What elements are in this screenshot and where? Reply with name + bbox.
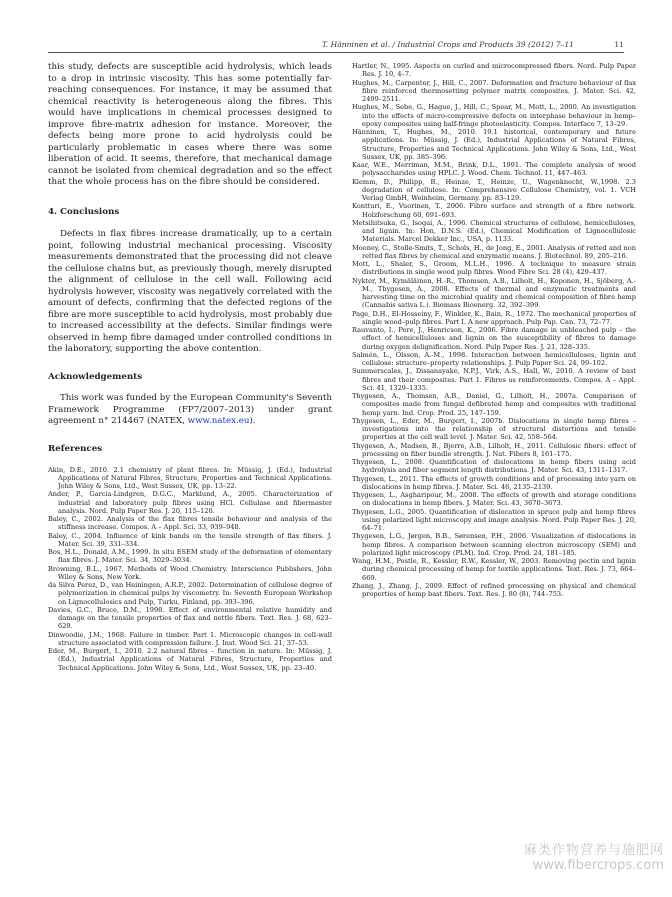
reference-item: Dinwoodie, J.M., 1968. Failure in timber. Part 1. Microscopic changes in cell-wall structure associated with compression failure. J. Inst. Wood Sci. 21, 37–53. (48, 630, 332, 647)
running-header (48, 40, 624, 53)
conclusions-paragraph: Defects in flax fibres increase dramatically, up to a certain point, following industrial mechanical processing. Viscosity measurements demonstrated that the processing did not cleave the cellulose chains but, as previously though, merely disrupted the alignment of cellulose in the cell wall. Following acid hydrolysis however, viscosity was negatively correlated with the amount of defects, confirming that the defected regions of the fibre are more susceptible to acid hydrolysis, most probably due to increased accessibility at the defects. Similar findings were observed in hemp fibre damaged under controlled conditions in the laboratory, supporting the above contention. (48, 229, 332, 355)
reference-item: Davies, G.C., Bruce, D.M., 1998. Effect of environmental relative humidity and damage on the tensile properties of flax and nettle fibers. Text. Res. J. 68, 623–629. (48, 605, 332, 631)
reference-item: Ander, P., Garcia-Lindgren, D.G.C., Marklund, A., 2005. Characterization of industrial and laboratory pulp fibres using HCl. Cellulase and fibermaster analysis. Nord. Pulp Paper Res. J. 20, 115–120. (48, 490, 332, 515)
reference-item: da Silva Perez, D., van Heiningen, A.R.P., 2002. Determination of cellulose degree of polymerization in chemical pulps by viscometry. In: Seventh European Workshop on Lignocellulosics and Pulp, Turku, Finland, pp. 393–396. (48, 581, 332, 606)
reference-item: Thygesen, L., 2008. Quantification of dislocations in hemp fibers using acid hydrolysis and fiber segment length distributions. J. Mater. Sci. 43, 1311–1317. (352, 458, 636, 475)
acknowledgements-heading: Acknowledgements (48, 372, 143, 383)
site-watermark (524, 839, 664, 873)
reference-item: Akin, D.E., 2010. 2.1 chemistry of plant fibres. In: Müssig, J. (Ed.), Industrial Applications of Natural Fibres, Structure, Properties and Technical Applications. John Wiley & Sons, Ltd., West Sussex, UK, pp. 13–22. (48, 465, 332, 491)
reference-item: Zhang, J., Zhang, J., 2009. Effect of refined processing on physical and chemical properties of hemp bast fibers. Text. Res. J. 80 (8), 744–753. (352, 581, 636, 598)
reference-item: Eder, M., Burgert, I., 2010. 2.2 natural fibres – function in nature. In: Müssig, J. (Ed.), Industrial Applications of Natural Fibres, Structure, Properties and Technical Applications. John Wiley & Sons, Ltd., West Sussex, UK, pp. 23–40. (48, 647, 332, 672)
reference-item: Baley, C., 2004. Influence of kink bands on the tensile strength of flax fibers. J. Mater. Sci. 39, 331–334. (48, 531, 332, 548)
reference-item: Bos, H.L., Donald, A.M., 1999. In situ ESEM study of the deformation of elementary flax fibres. J. Mater. Sci. 34, 3029–3034. (48, 548, 332, 565)
reference-item: Metsihitsuka, G., Isogai, A., 1996. Chemical structures of cellulose, hemicelluloses, and lignin. In: Hon, D.N.S. (Ed.), Chemical Modification of Lignocellulosic Materials. Marcel Dekker Inc., USA, p. 1133. (352, 218, 636, 244)
reference-item: Page, D.H., El-Hosseiny, F., Winkler, K., Bain, R., 1972. The mechanical properties of single wood–pulp fibres. Part I. A new approach. Pulp Pap. Can. 73, 72–77. (352, 309, 636, 326)
references-list-right (352, 62, 636, 598)
conclusions-heading: 4. Conclusions (48, 207, 120, 218)
reference-item: Kontturi, E., Vuorinen, T., 2006. Fibre surface and strength of a fibre network. Holzforschung 60, 691–693. (352, 202, 636, 219)
reference-item: Thygesen, L., Eder, M., Burgert, I., 2007b. Dislocations in single hemp fibres – investigations into the relationship of structural distortions and tensile properties at the cell wall level. J. Mater. Sci. 42, 558–564. (352, 416, 636, 442)
watermark-chinese: 麻类作物营养与施肥网 (523, 843, 664, 858)
page-number: 11 (614, 40, 624, 49)
references-heading: References (48, 443, 103, 454)
watermark-url: www.fibercrops.com (532, 858, 664, 873)
reference-item: Salmén, L., Olsson, A.-M., 1998. Interaction between hemicelluloses, lignin and cellulose: structure–property relationships. J. Pulp Paper Sci. 24, 99–102. (352, 350, 636, 367)
reference-item: Summerscales, J., Dissanayake, N.P.J., Virk, A.S., Hall, W., 2010. A review of bast fibres and their composites. Part 1. Fibres as reinforcements. Compos. A – Appl. Sci. 41, 1329–1335. (352, 367, 636, 392)
reference-item: Hänninen, T., Hughes, M., 2010. 19.1 historical, contemporary and future applications. In: Müssig, J. (Ed.), Industrial Applications of Natural Fibres, Structure, Properties and Technical Applications. John Wiley & Sons, Ltd., West Sussex, UK, pp. 385–396. (352, 128, 636, 161)
reference-item: Nykter, M., Kymäläinen, H.-R., Thomsen, A.B., Lilholt, H., Koponen, H., Sjöberg, A.-M., Thygesen, A., 2008. Effects of thermal and enzymatic treatments and harvesting time on the microbial quality and chemical composition of fibre hemp (Cannabis sativa L.). Biomass Bioenerg. 32, 392–399. (352, 276, 636, 310)
journal-citation: T. Hänninen et al. / Industrial Crops and Products 39 (2012) 7–11 (321, 40, 574, 49)
reference-item: Thygesen, L.G., Jørgen, B.B., Sørensen, P.H., 2006. Visualization of dislocations in hemp fibres. A comparison between scanning electron microscopy (SEM) and polarized light microscopy (PLM). Ind. Crop. Prod. 24, 181–185. (352, 532, 636, 557)
intro-paragraph: this study, defects are susceptible acid hydrolysis, which leads to a drop in intrinsic viscosity. This has some potentially far-reaching consequences. For instance, it may be assumed that chemical reactivity is heterogeneous along the fibres. This would have implications in chemical processes designed to improve fibre-matrix adhesion for instance. Moreover, the defects being more prone to acid hydrolysis could be particularly problematic in cases where there was some liberation of acid. It seems, therefore, that mechanical damage cannot be isolated from chemical degradation and so the effect that the whole process has on the fibre should be considered. (48, 62, 332, 188)
reference-item: Thygesen, L., Asgharipour, M., 2008. The effects of growth and storage conditions on dislocations in hemp fibers. J. Mater. Sci. 43, 3670–3673. (352, 491, 636, 508)
left-column (48, 62, 332, 672)
reference-item: Rauvanto, I., Pere, J., Henricson, K., 2006. Fibre damage in unbleached pulp – the effect of hemicelluloses and lignin on the susceptibility of fibres to damage during oxygen delignification. Nord. Pulp Paper Res. J. 21, 328–335. (352, 326, 636, 351)
reference-item: Mott, L., Shaler, S., Groom, M.L.H., 1996. A technique to measure strain distributions in single wood pulp fibres. Wood Fibre Sci. 28 (4), 429–437. (352, 260, 636, 277)
reference-item: Thygesen, A., Thomsen, A.B., Daniel, G., Lilholt, H., 2007a. Comparison of composites made from fungal defibrated hemp and composites with traditional hemp yarn. Ind. Crop. Prod. 25, 147–159. (352, 392, 636, 417)
acknowledgements-paragraph (48, 393, 332, 428)
reference-item: Thygesen, A., Madsen, B., Bjerre, A.B., Lilholt, H., 2011. Cellulosic fibers: effect of processing on fiber bundle strength. J. Nat. Fibers 8, 161–175. (352, 441, 636, 458)
reference-item: Baley, C., 2002. Analysis of the flax fibres tensile behaviour and analysis of the stiffness increase. Compos. A – Appl. Sci. 33, 939–948. (48, 515, 332, 532)
reference-item: Kaar, W.E., Merriman, M.M., Brink, D.L., 1991. The complete analysis of wood polysaccharides using HPLC. J. Wood. Chem. Technol. 11, 447–463. (352, 161, 636, 178)
ack-text: This work was funded by the European Community's Seventh Framework Programme (FP7/2007–2013) under grant agreement n° 214467 (NATEX, (48, 393, 332, 427)
reference-item: Hughes, M., Carpenter, J., Hill, C., 2007. Deformation and fracture behaviour of flax fibre reinforced thermosetting polymer matrix composites. J. Mater. Sci. 42, 2499–2511. (352, 78, 636, 103)
reference-item: Hartler, N., 1995. Aspects on curled and microcompressed fibers. Nord. Pulp Paper Res. J. 10, 4–7. (352, 62, 636, 79)
ack-end: ). (249, 416, 256, 427)
reference-item: Browning, B.L., 1967. Methods of Wood Chemistry. Interscience Publishers, John Wiley & Sons, New York. (48, 564, 332, 581)
reference-item: Mooney, C., Stolle-Smits, T., Schols, H., de Jong, E., 2001. Analysis of retted and non retted flax fibres by chemical and enzymatic means. J. Biotechnol. 89, 205–216. (352, 243, 636, 260)
references-list-left (48, 466, 332, 672)
reference-item: Wang, H.M., Postle, R., Kessler, R.W., Kessler, W., 2003. Removing pectin and lignin during chemical processing of hemp for textile applications. Text. Res. J. 73, 664–669. (352, 557, 636, 582)
reference-item: Thygesen, L.G., 2005. Quantification of dislocation in spruce pulp and hemp fibres using polarized light microscopy and image analysis. Nord. Pulp Paper Res. J. 20, 64–71. (352, 507, 636, 532)
reference-item: Klemm, D., Philipp, B., Heinze, T., Heinze, U., Wagenknecht, W.,1998. 2.3 degradation of cellulose. In: Comprehensive Cellulose Chemistry, vol. 1. VCH Verlag GmbH, Weinheim, Germany. pp. 83–129. (352, 177, 636, 202)
natex-link[interactable]: www.natex.eu (187, 416, 250, 427)
reference-item: Thygesen, L., 2011. The effects of growth conditions and of processing into yarn on dislocations in hemp fibres. J. Mater. Sci. 46, 2135–2139. (352, 474, 636, 491)
reference-item: Hughes, M., Sebe, G., Hague, J., Hill, C., Spear, M., Mott, L., 2000. An investigation into the effects of micro-compressive defects on interphase behaviour in hemp–epoxy composites using half-fringe photoelasticity. Compos. Interface 7, 13–29. (352, 103, 636, 128)
